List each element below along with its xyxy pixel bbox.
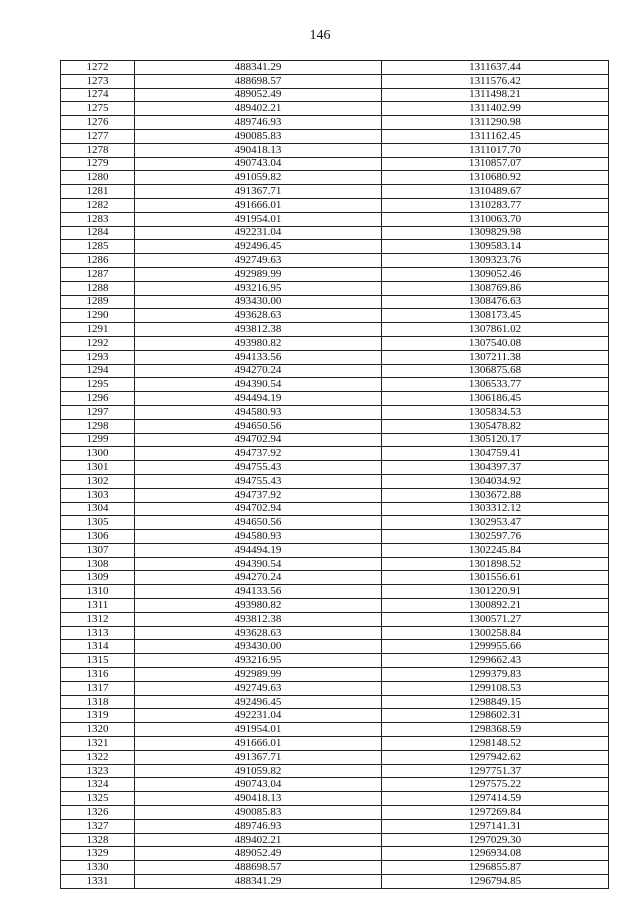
y-coordinate-cell: 1306875.68 bbox=[382, 364, 609, 378]
table-row bbox=[61, 171, 609, 185]
x-coordinate-cell: 493430.00 bbox=[135, 640, 382, 654]
x-coordinate-cell: 494270.24 bbox=[135, 571, 382, 585]
point-number-cell: 1331 bbox=[61, 875, 135, 889]
y-coordinate-cell: 1297141.31 bbox=[382, 819, 609, 833]
y-coordinate-cell: 1304034.92 bbox=[382, 474, 609, 488]
x-coordinate-cell: 494580.93 bbox=[135, 530, 382, 544]
table-row bbox=[61, 102, 609, 116]
table-row bbox=[61, 723, 609, 737]
point-number-cell: 1279 bbox=[61, 157, 135, 171]
point-number-cell: 1325 bbox=[61, 792, 135, 806]
y-coordinate-cell: 1301220.91 bbox=[382, 585, 609, 599]
y-coordinate-cell: 1297575.22 bbox=[382, 778, 609, 792]
y-coordinate-cell: 1304759.41 bbox=[382, 447, 609, 461]
x-coordinate-cell: 493628.63 bbox=[135, 626, 382, 640]
x-coordinate-cell: 492749.63 bbox=[135, 681, 382, 695]
y-coordinate-cell: 1309052.46 bbox=[382, 267, 609, 281]
table-row bbox=[61, 737, 609, 751]
y-coordinate-cell: 1308476.63 bbox=[382, 295, 609, 309]
point-number-cell: 1273 bbox=[61, 74, 135, 88]
point-number-cell: 1292 bbox=[61, 336, 135, 350]
point-number-cell: 1310 bbox=[61, 585, 135, 599]
point-number-cell: 1296 bbox=[61, 392, 135, 406]
table-row bbox=[61, 585, 609, 599]
point-number-cell: 1323 bbox=[61, 764, 135, 778]
point-number-cell: 1285 bbox=[61, 240, 135, 254]
table-row bbox=[61, 847, 609, 861]
y-coordinate-cell: 1310063.70 bbox=[382, 212, 609, 226]
point-number-cell: 1304 bbox=[61, 502, 135, 516]
y-coordinate-cell: 1311498.21 bbox=[382, 88, 609, 102]
y-coordinate-cell: 1310283.77 bbox=[382, 198, 609, 212]
table-row bbox=[61, 129, 609, 143]
point-number-cell: 1287 bbox=[61, 267, 135, 281]
coordinates-table bbox=[60, 60, 609, 889]
x-coordinate-cell: 490085.83 bbox=[135, 806, 382, 820]
table-row bbox=[61, 88, 609, 102]
point-number-cell: 1330 bbox=[61, 861, 135, 875]
x-coordinate-cell: 489746.93 bbox=[135, 116, 382, 130]
point-number-cell: 1276 bbox=[61, 116, 135, 130]
x-coordinate-cell: 494737.92 bbox=[135, 447, 382, 461]
y-coordinate-cell: 1302245.84 bbox=[382, 543, 609, 557]
table-row bbox=[61, 819, 609, 833]
table-row bbox=[61, 833, 609, 847]
table-row bbox=[61, 778, 609, 792]
point-number-cell: 1306 bbox=[61, 530, 135, 544]
point-number-cell: 1315 bbox=[61, 654, 135, 668]
point-number-cell: 1286 bbox=[61, 254, 135, 268]
coordinates-table-body bbox=[61, 61, 609, 889]
table-row bbox=[61, 433, 609, 447]
table-row bbox=[61, 750, 609, 764]
x-coordinate-cell: 493812.38 bbox=[135, 323, 382, 337]
x-coordinate-cell: 488341.29 bbox=[135, 875, 382, 889]
y-coordinate-cell: 1296855.87 bbox=[382, 861, 609, 875]
y-coordinate-cell: 1311576.42 bbox=[382, 74, 609, 88]
table-row bbox=[61, 626, 609, 640]
x-coordinate-cell: 489746.93 bbox=[135, 819, 382, 833]
x-coordinate-cell: 494580.93 bbox=[135, 405, 382, 419]
x-coordinate-cell: 494133.56 bbox=[135, 350, 382, 364]
table-row bbox=[61, 143, 609, 157]
point-number-cell: 1307 bbox=[61, 543, 135, 557]
point-number-cell: 1326 bbox=[61, 806, 135, 820]
y-coordinate-cell: 1309829.98 bbox=[382, 226, 609, 240]
y-coordinate-cell: 1306533.77 bbox=[382, 378, 609, 392]
y-coordinate-cell: 1306186.45 bbox=[382, 392, 609, 406]
x-coordinate-cell: 492496.45 bbox=[135, 240, 382, 254]
table-row bbox=[61, 281, 609, 295]
point-number-cell: 1321 bbox=[61, 737, 135, 751]
x-coordinate-cell: 494650.56 bbox=[135, 516, 382, 530]
table-row bbox=[61, 392, 609, 406]
y-coordinate-cell: 1299108.53 bbox=[382, 681, 609, 695]
x-coordinate-cell: 489052.49 bbox=[135, 88, 382, 102]
x-coordinate-cell: 493980.82 bbox=[135, 599, 382, 613]
point-number-cell: 1291 bbox=[61, 323, 135, 337]
x-coordinate-cell: 490743.04 bbox=[135, 778, 382, 792]
x-coordinate-cell: 491666.01 bbox=[135, 198, 382, 212]
y-coordinate-cell: 1297942.62 bbox=[382, 750, 609, 764]
point-number-cell: 1300 bbox=[61, 447, 135, 461]
table-row bbox=[61, 764, 609, 778]
point-number-cell: 1277 bbox=[61, 129, 135, 143]
x-coordinate-cell: 492989.99 bbox=[135, 668, 382, 682]
point-number-cell: 1328 bbox=[61, 833, 135, 847]
point-number-cell: 1274 bbox=[61, 88, 135, 102]
point-number-cell: 1290 bbox=[61, 309, 135, 323]
point-number-cell: 1283 bbox=[61, 212, 135, 226]
x-coordinate-cell: 494390.54 bbox=[135, 378, 382, 392]
table-row bbox=[61, 695, 609, 709]
table-row bbox=[61, 336, 609, 350]
y-coordinate-cell: 1300892.21 bbox=[382, 599, 609, 613]
x-coordinate-cell: 494702.94 bbox=[135, 502, 382, 516]
point-number-cell: 1319 bbox=[61, 709, 135, 723]
table-row bbox=[61, 254, 609, 268]
point-number-cell: 1317 bbox=[61, 681, 135, 695]
y-coordinate-cell: 1307861.02 bbox=[382, 323, 609, 337]
x-coordinate-cell: 488698.57 bbox=[135, 861, 382, 875]
y-coordinate-cell: 1311162.45 bbox=[382, 129, 609, 143]
y-coordinate-cell: 1311402.99 bbox=[382, 102, 609, 116]
point-number-cell: 1305 bbox=[61, 516, 135, 530]
x-coordinate-cell: 488341.29 bbox=[135, 61, 382, 75]
x-coordinate-cell: 494737.92 bbox=[135, 488, 382, 502]
table-row bbox=[61, 557, 609, 571]
y-coordinate-cell: 1310680.92 bbox=[382, 171, 609, 185]
x-coordinate-cell: 493216.95 bbox=[135, 281, 382, 295]
table-row bbox=[61, 612, 609, 626]
x-coordinate-cell: 493812.38 bbox=[135, 612, 382, 626]
y-coordinate-cell: 1299379.83 bbox=[382, 668, 609, 682]
x-coordinate-cell: 493980.82 bbox=[135, 336, 382, 350]
y-coordinate-cell: 1303672.88 bbox=[382, 488, 609, 502]
y-coordinate-cell: 1311017.70 bbox=[382, 143, 609, 157]
y-coordinate-cell: 1309323.76 bbox=[382, 254, 609, 268]
table-row bbox=[61, 681, 609, 695]
table-row bbox=[61, 405, 609, 419]
x-coordinate-cell: 488698.57 bbox=[135, 74, 382, 88]
x-coordinate-cell: 489052.49 bbox=[135, 847, 382, 861]
table-row bbox=[61, 516, 609, 530]
table-row bbox=[61, 599, 609, 613]
y-coordinate-cell: 1305834.53 bbox=[382, 405, 609, 419]
table-row bbox=[61, 571, 609, 585]
table-row bbox=[61, 267, 609, 281]
point-number-cell: 1289 bbox=[61, 295, 135, 309]
y-coordinate-cell: 1297269.84 bbox=[382, 806, 609, 820]
point-number-cell: 1314 bbox=[61, 640, 135, 654]
point-number-cell: 1295 bbox=[61, 378, 135, 392]
table-row bbox=[61, 488, 609, 502]
y-coordinate-cell: 1300571.27 bbox=[382, 612, 609, 626]
y-coordinate-cell: 1296934.08 bbox=[382, 847, 609, 861]
point-number-cell: 1284 bbox=[61, 226, 135, 240]
x-coordinate-cell: 492231.04 bbox=[135, 226, 382, 240]
point-number-cell: 1327 bbox=[61, 819, 135, 833]
x-coordinate-cell: 490418.13 bbox=[135, 143, 382, 157]
table-row bbox=[61, 226, 609, 240]
x-coordinate-cell: 494702.94 bbox=[135, 433, 382, 447]
x-coordinate-cell: 494650.56 bbox=[135, 419, 382, 433]
point-number-cell: 1311 bbox=[61, 599, 135, 613]
table-row bbox=[61, 212, 609, 226]
x-coordinate-cell: 491059.82 bbox=[135, 764, 382, 778]
point-number-cell: 1329 bbox=[61, 847, 135, 861]
x-coordinate-cell: 494390.54 bbox=[135, 557, 382, 571]
point-number-cell: 1288 bbox=[61, 281, 135, 295]
table-row bbox=[61, 474, 609, 488]
y-coordinate-cell: 1301556.61 bbox=[382, 571, 609, 585]
table-row bbox=[61, 350, 609, 364]
x-coordinate-cell: 493628.63 bbox=[135, 309, 382, 323]
point-number-cell: 1278 bbox=[61, 143, 135, 157]
x-coordinate-cell: 493430.00 bbox=[135, 295, 382, 309]
point-number-cell: 1318 bbox=[61, 695, 135, 709]
x-coordinate-cell: 494494.19 bbox=[135, 543, 382, 557]
point-number-cell: 1281 bbox=[61, 185, 135, 199]
table-row bbox=[61, 364, 609, 378]
point-number-cell: 1309 bbox=[61, 571, 135, 585]
point-number-cell: 1316 bbox=[61, 668, 135, 682]
y-coordinate-cell: 1310857.07 bbox=[382, 157, 609, 171]
x-coordinate-cell: 491367.71 bbox=[135, 185, 382, 199]
y-coordinate-cell: 1311290.98 bbox=[382, 116, 609, 130]
point-number-cell: 1302 bbox=[61, 474, 135, 488]
point-number-cell: 1312 bbox=[61, 612, 135, 626]
y-coordinate-cell: 1303312.12 bbox=[382, 502, 609, 516]
table-row bbox=[61, 157, 609, 171]
table-row bbox=[61, 640, 609, 654]
x-coordinate-cell: 492749.63 bbox=[135, 254, 382, 268]
table-row bbox=[61, 502, 609, 516]
y-coordinate-cell: 1299662.43 bbox=[382, 654, 609, 668]
y-coordinate-cell: 1302597.76 bbox=[382, 530, 609, 544]
point-number-cell: 1299 bbox=[61, 433, 135, 447]
table-row bbox=[61, 309, 609, 323]
x-coordinate-cell: 491954.01 bbox=[135, 723, 382, 737]
point-number-cell: 1272 bbox=[61, 61, 135, 75]
x-coordinate-cell: 492231.04 bbox=[135, 709, 382, 723]
y-coordinate-cell: 1301898.52 bbox=[382, 557, 609, 571]
point-number-cell: 1308 bbox=[61, 557, 135, 571]
point-number-cell: 1322 bbox=[61, 750, 135, 764]
x-coordinate-cell: 490085.83 bbox=[135, 129, 382, 143]
table-row bbox=[61, 295, 609, 309]
y-coordinate-cell: 1308769.86 bbox=[382, 281, 609, 295]
y-coordinate-cell: 1298602.31 bbox=[382, 709, 609, 723]
y-coordinate-cell: 1305120.17 bbox=[382, 433, 609, 447]
table-row bbox=[61, 323, 609, 337]
y-coordinate-cell: 1298148.52 bbox=[382, 737, 609, 751]
point-number-cell: 1324 bbox=[61, 778, 135, 792]
y-coordinate-cell: 1308173.45 bbox=[382, 309, 609, 323]
table-row bbox=[61, 419, 609, 433]
y-coordinate-cell: 1305478.82 bbox=[382, 419, 609, 433]
point-number-cell: 1320 bbox=[61, 723, 135, 737]
point-number-cell: 1294 bbox=[61, 364, 135, 378]
x-coordinate-cell: 491954.01 bbox=[135, 212, 382, 226]
y-coordinate-cell: 1309583.14 bbox=[382, 240, 609, 254]
point-number-cell: 1297 bbox=[61, 405, 135, 419]
y-coordinate-cell: 1307540.08 bbox=[382, 336, 609, 350]
x-coordinate-cell: 492989.99 bbox=[135, 267, 382, 281]
table-row bbox=[61, 61, 609, 75]
table-row bbox=[61, 198, 609, 212]
y-coordinate-cell: 1297414.59 bbox=[382, 792, 609, 806]
table-row bbox=[61, 116, 609, 130]
table-row bbox=[61, 543, 609, 557]
point-number-cell: 1298 bbox=[61, 419, 135, 433]
table-row bbox=[61, 530, 609, 544]
x-coordinate-cell: 490418.13 bbox=[135, 792, 382, 806]
table-row bbox=[61, 709, 609, 723]
table-row bbox=[61, 461, 609, 475]
table-row bbox=[61, 875, 609, 889]
point-number-cell: 1293 bbox=[61, 350, 135, 364]
y-coordinate-cell: 1307211.38 bbox=[382, 350, 609, 364]
x-coordinate-cell: 493216.95 bbox=[135, 654, 382, 668]
x-coordinate-cell: 494755.43 bbox=[135, 474, 382, 488]
y-coordinate-cell: 1300258.84 bbox=[382, 626, 609, 640]
y-coordinate-cell: 1299955.66 bbox=[382, 640, 609, 654]
table-row bbox=[61, 861, 609, 875]
x-coordinate-cell: 492496.45 bbox=[135, 695, 382, 709]
x-coordinate-cell: 494270.24 bbox=[135, 364, 382, 378]
point-number-cell: 1303 bbox=[61, 488, 135, 502]
table-row bbox=[61, 806, 609, 820]
point-number-cell: 1275 bbox=[61, 102, 135, 116]
table-row bbox=[61, 792, 609, 806]
table-row bbox=[61, 74, 609, 88]
x-coordinate-cell: 491367.71 bbox=[135, 750, 382, 764]
x-coordinate-cell: 494133.56 bbox=[135, 585, 382, 599]
y-coordinate-cell: 1298368.59 bbox=[382, 723, 609, 737]
table-row bbox=[61, 378, 609, 392]
y-coordinate-cell: 1297029.30 bbox=[382, 833, 609, 847]
x-coordinate-cell: 491059.82 bbox=[135, 171, 382, 185]
x-coordinate-cell: 491666.01 bbox=[135, 737, 382, 751]
x-coordinate-cell: 489402.21 bbox=[135, 102, 382, 116]
page-number: 146 bbox=[309, 28, 331, 43]
y-coordinate-cell: 1302953.47 bbox=[382, 516, 609, 530]
table-row bbox=[61, 447, 609, 461]
table-row bbox=[61, 240, 609, 254]
y-coordinate-cell: 1297751.37 bbox=[382, 764, 609, 778]
y-coordinate-cell: 1311637.44 bbox=[382, 61, 609, 75]
x-coordinate-cell: 489402.21 bbox=[135, 833, 382, 847]
point-number-cell: 1280 bbox=[61, 171, 135, 185]
table-row bbox=[61, 668, 609, 682]
point-number-cell: 1282 bbox=[61, 198, 135, 212]
table-row bbox=[61, 185, 609, 199]
y-coordinate-cell: 1298849.15 bbox=[382, 695, 609, 709]
x-coordinate-cell: 494494.19 bbox=[135, 392, 382, 406]
y-coordinate-cell: 1310489.67 bbox=[382, 185, 609, 199]
table-row bbox=[61, 654, 609, 668]
x-coordinate-cell: 494755.43 bbox=[135, 461, 382, 475]
point-number-cell: 1301 bbox=[61, 461, 135, 475]
x-coordinate-cell: 490743.04 bbox=[135, 157, 382, 171]
y-coordinate-cell: 1296794.85 bbox=[382, 875, 609, 889]
point-number-cell: 1313 bbox=[61, 626, 135, 640]
y-coordinate-cell: 1304397.37 bbox=[382, 461, 609, 475]
